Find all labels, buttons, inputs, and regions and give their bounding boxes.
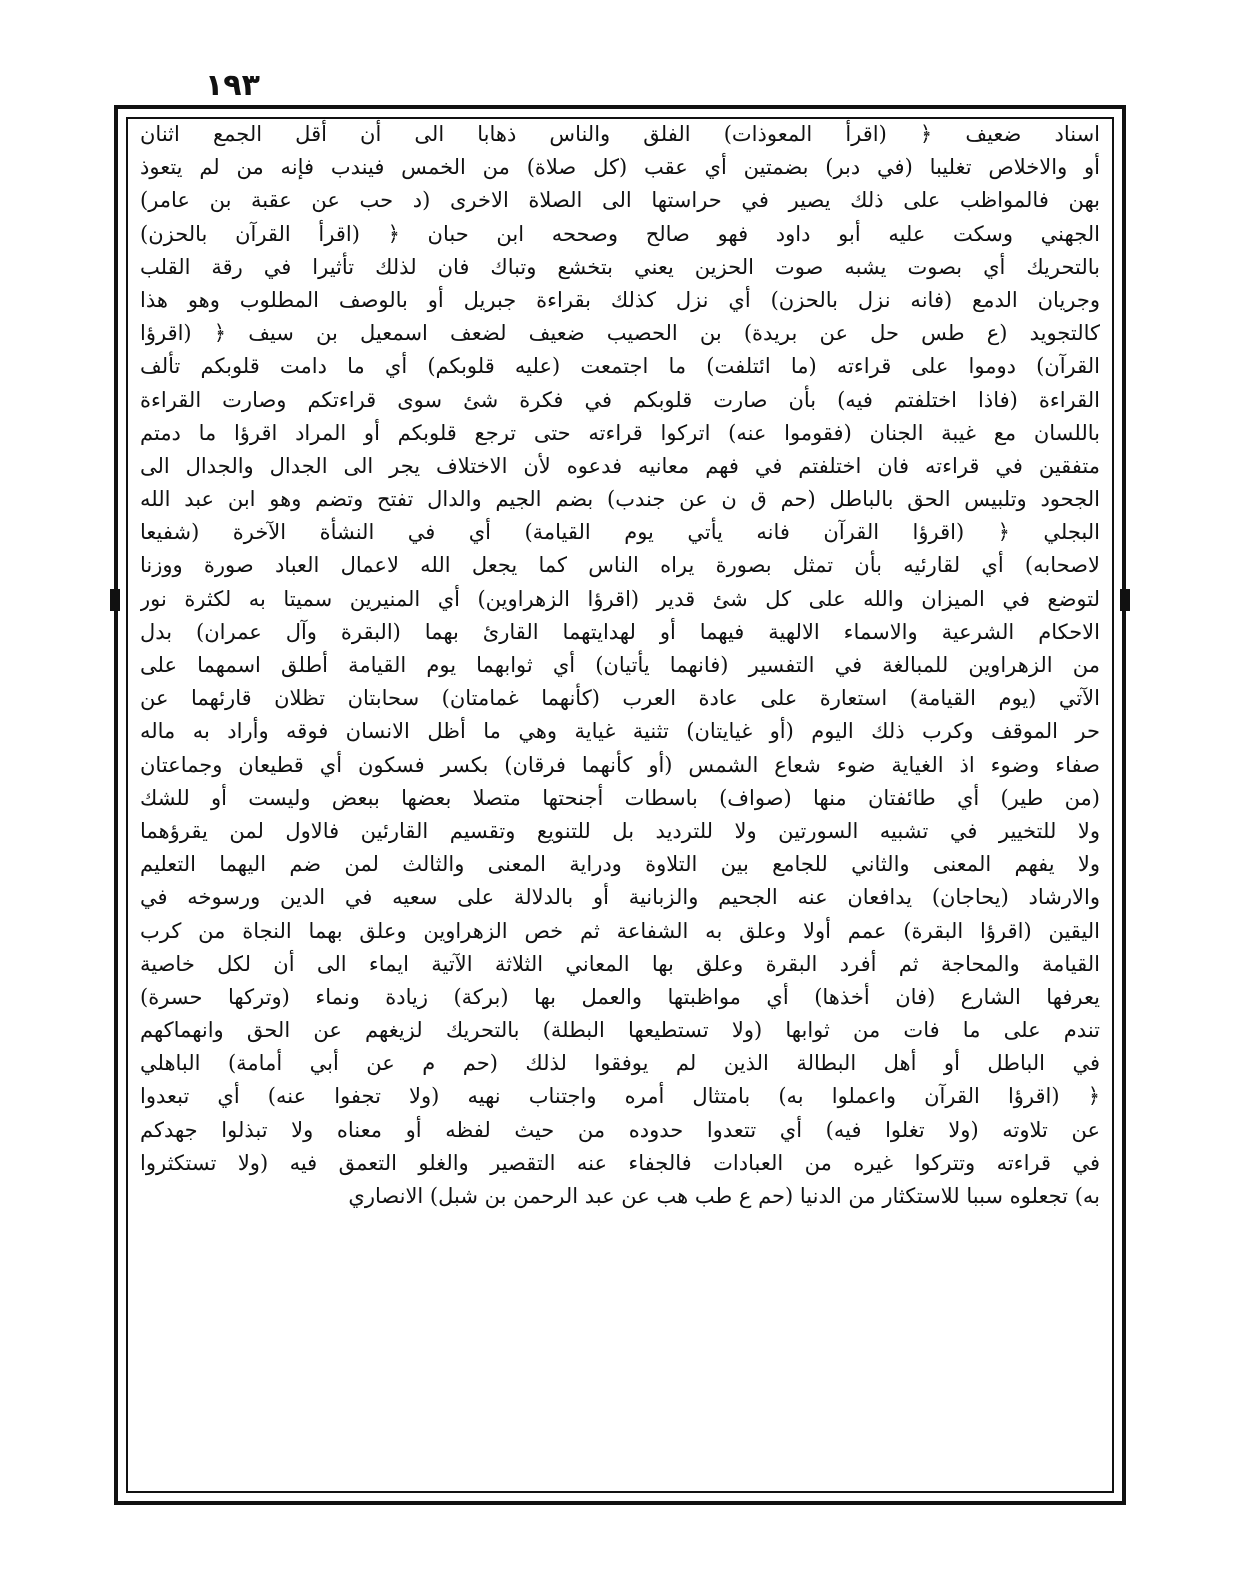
text-line: ولا يفهم المعنى والثاني للجامع بين التلاوة ودراية المعنى والثالث لمن ضم اليهما التعليم	[140, 852, 1100, 877]
text-line: الاحكام الشرعية والاسماء الالهية فيهما أو لهدايتهما القارئ بهما (البقرة وآل عمران) بدل	[140, 619, 1100, 644]
page-number: ١٩٣	[205, 68, 260, 103]
text-line: بالتحريك أي بصوت يشبه صوت الحزين يعني بتخشع وتباك فان لذلك تأثيرا في رقة القلب	[140, 254, 1100, 279]
text-line: أو والاخلاص تغليبا (في دبر) بضمتين أي عقب (كل صلاة) من الخمس فيندب فإنه من لم يتعوذ	[140, 155, 1100, 180]
text-line: باللسان مع غيبة الجنان (فقوموا عنه) اتركوا قراءته حتى ترجع قلوبكم أو المراد اقرؤا ما دمتم	[140, 420, 1100, 445]
text-line: من الزهراوين للمبالغة في التفسير (فانهما يأتيان) أي ثوابهما يوم القيامة أطلق اسمهما على	[140, 653, 1100, 677]
text-line: اليقين (اقرؤا البقرة) عمم أولا وعلق به الشفاعة ثم خص الزهراوين وعلق بهما النجاة من كرب	[140, 918, 1100, 943]
text-line: الجهني وسكت عليه أبو داود فهو صالح وصححه ابن حبان ﴿ (اقرأ القرآن بالحزن)	[140, 221, 1100, 246]
text-line: يعرفها الشارع (فان أخذها) أي مواظبتها والعمل بها (بركة) زيادة ونماء (وتركها حسرة)	[140, 984, 1100, 1009]
text-line: ﴿ (اقرؤا القرآن واعملوا به) بامتثال أمره واجتناب نهيه (ولا تجفوا عنه) أي تبعدوا	[140, 1084, 1100, 1109]
text-line: في الباطل أو أهل البطالة الذين لم يوفقوا لذلك (حم م عن أبي أمامة) الباهلي	[140, 1051, 1100, 1076]
border-tick-right	[1120, 589, 1130, 611]
text-line: صفاء وضوء اذ الغياية ضوء شعاع الشمس (أو كأنهما فرقان) بكسر فسكون أي قطيعان وجماعتان	[140, 752, 1100, 777]
text-line: تندم على ما فات من ثوابها (ولا تستطيعها البطلة) بالتحريك لزيغهم عن الحق وانهماكهم	[140, 1018, 1100, 1043]
text-line: وجريان الدمع (فانه نزل بالحزن) أي نزل كذلك بقراءة جبريل أو بالوصف المطلوب وهو هذا	[140, 287, 1100, 312]
text-line: ولا للتخيير في تشبيه السورتين ولا للترديد بل للتنويع وتقسيم القارئين فالاول لمن يقرؤهما	[140, 818, 1100, 843]
text-line: بهن فالمواظب على ذلك يصير في حراستها الى الصلاة الاخرى (د حب عن عقبة بن عامر)	[140, 188, 1100, 213]
text-line: متفقين في قراءته فان اختلفتم في فهم معانيه فدعوه لأن الاختلاف يجر الى الجدال والجدال الى	[140, 453, 1100, 478]
text-line: القرآن) دوموا على قراءته (ما ائتلفت) ما اجتمعت (عليه قلوبكم) أي ما دامت قلوبكم تألف	[140, 354, 1100, 379]
border-tick-left	[110, 589, 120, 611]
text-line: عن تلاوته (ولا تغلوا فيه) أي تتعدوا حدوده من حيث لفظه أو معناه ولا تبذلوا جهدكم	[140, 1117, 1100, 1142]
text-line: القيامة والمحاجة ثم أفرد البقرة وعلق بها المعاني الثلاثة الآتية ايماء الى أن لكل خاصية	[140, 951, 1100, 976]
text-line: في قراءته وتتركوا غيره من العبادات فالجفاء عنه التقصير والغلو التعمق فيه (ولا تستكثروا	[140, 1150, 1100, 1175]
text-line: اسناد ضعيف ﴿ (اقرأ المعوذات) الفلق والناس ذهابا الى أن أقل الجمع اثنان	[140, 122, 1100, 146]
text-line: الجحود وتلبيس الحق بالباطل (حم ق ن عن جندب) بضم الجيم والدال تفتح وتضم وهو ابن عبد الله	[140, 487, 1100, 512]
body-text	[140, 118, 1100, 1488]
text-line: به) تجعلوه سببا للاستكثار من الدنيا (حم ع طب هب عن عبد الرحمن بن شبل) الانصاري	[348, 1184, 1100, 1208]
text-line: كالتجويد (ع طس حل عن بريدة) بن الحصيب ضعيف لضعف اسمعيل بن سيف ﴿ (اقرؤا	[140, 321, 1100, 346]
text-line: والارشاد (يحاجان) يدافعان عنه الجحيم والزبانية أو بالدلالة على سعيه في الدين ورسوخه في	[140, 885, 1100, 910]
text-line: حر الموقف وكرب ذلك اليوم (أو غيايتان) تثنية غياية وهي ما أظل الانسان فوقه وأراد به ماله	[140, 719, 1100, 744]
text-line: القراءة (فاذا اختلفتم فيه) بأن صارت قلوبكم في فكرة شئ سوى قراءتكم وصارت القراءة	[140, 387, 1100, 412]
text-line: البجلي ﴿ (اقرؤا القرآن فانه يأتي يوم القيامة) أي في النشأة الآخرة (شفيعا	[140, 520, 1100, 545]
text-line: الآتي (يوم القيامة) استعارة على عادة العرب (كأنهما غمامتان) سحابتان تظلان قارئهما عن	[140, 686, 1100, 711]
text-line: لتوضع في الميزان والله على كل شئ قدير (اقرؤا الزهراوين) أي المنيرين سميتا به لكثرة نور	[140, 586, 1100, 611]
text-line: (من طير) أي طائفتان منها (صواف) باسطات أجنحتها متصلا بعضها ببعض وليست أو للشك	[140, 785, 1100, 810]
text-line: لاصحابه) أي لقارئيه بأن تمثل بصورة يراه الناس كما يجعل الله لاعمال العباد صورة ووزنا	[140, 553, 1100, 578]
